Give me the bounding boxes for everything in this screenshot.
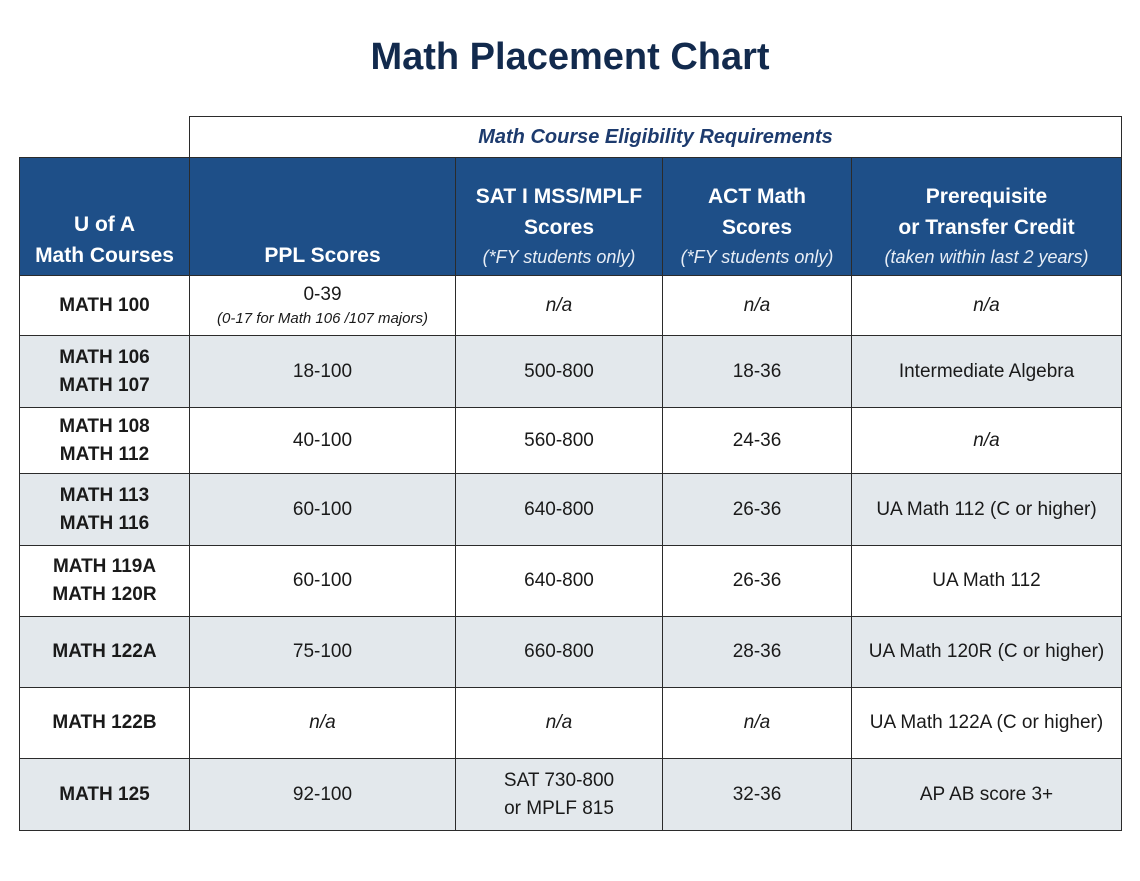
ppl-value: 0-39 — [303, 284, 342, 305]
header-sat-line-1: SAT I MSS/MPLF — [475, 185, 643, 208]
course-name: MATH 113 — [59, 484, 150, 506]
table-row — [20, 276, 1122, 336]
sat-value: or MPLF 815 — [504, 797, 614, 819]
header-prereq-line-1: Prerequisite — [925, 185, 1048, 208]
ppl-cell — [190, 276, 456, 336]
table-row — [20, 546, 1122, 617]
ppl-cell: 60-100 — [190, 546, 456, 617]
course-name: MATH 108 — [59, 415, 150, 437]
act-cell: 24-36 — [663, 408, 852, 474]
table-row — [20, 474, 1122, 546]
header-prereq — [852, 158, 1122, 276]
header-ppl — [190, 158, 456, 276]
header-sat-note: (*FY students only) — [482, 247, 636, 267]
sat-value: 640-800 — [524, 570, 594, 591]
course-name: MATH 122A — [52, 641, 157, 662]
sat-value: 640-800 — [524, 498, 594, 520]
header-sat — [456, 158, 663, 276]
header-course-line-2: Math Courses — [35, 244, 174, 267]
course-cell — [20, 408, 190, 474]
table-row — [20, 759, 1122, 831]
course-cell — [20, 546, 190, 617]
prereq-cell: UA Math 120R (C or higher) — [852, 617, 1122, 688]
sat-value: 500-800 — [524, 360, 594, 382]
course-cell — [20, 276, 190, 336]
course-cell — [20, 474, 190, 546]
table-corner-blank — [20, 117, 190, 158]
prereq-cell: AP AB score 3+ — [852, 759, 1122, 831]
sat-cell — [456, 474, 663, 546]
table-supertitle: Math Course Eligibility Requirements — [190, 117, 1122, 158]
course-cell — [20, 336, 190, 408]
prereq-cell: UA Math 112 — [852, 546, 1122, 617]
act-cell: 26-36 — [663, 474, 852, 546]
act-cell: 28-36 — [663, 617, 852, 688]
course-name: MATH 119A — [52, 556, 157, 577]
header-act-line-2: Scores — [721, 216, 793, 239]
course-name: MATH 122B — [52, 712, 157, 733]
prereq-cell: UA Math 122A (C or higher) — [852, 688, 1122, 759]
prereq-cell: UA Math 112 (C or higher) — [852, 474, 1122, 546]
ppl-note: (0-17 for Math 106 /107 majors) — [217, 310, 428, 327]
header-act-note: (*FY students only) — [680, 247, 834, 267]
course-cell — [20, 759, 190, 831]
prereq-cell: Intermediate Algebra — [852, 336, 1122, 408]
ppl-cell: 18-100 — [190, 336, 456, 408]
sat-cell — [456, 408, 663, 474]
prereq-cell: n/a — [852, 408, 1122, 474]
table-row — [20, 336, 1122, 408]
sat-value: n/a — [545, 712, 573, 733]
course-name: MATH 107 — [59, 374, 150, 396]
course-name: MATH 106 — [59, 346, 150, 368]
sat-cell — [456, 759, 663, 831]
sat-cell — [456, 276, 663, 336]
sat-value: 660-800 — [524, 641, 594, 662]
header-act — [663, 158, 852, 276]
course-name: MATH 116 — [59, 512, 150, 534]
header-prereq-line-2: or Transfer Credit — [898, 216, 1075, 239]
header-ppl-label: PPL Scores — [264, 244, 381, 267]
ppl-cell: 60-100 — [190, 474, 456, 546]
placement-table — [19, 116, 1122, 831]
ppl-cell: n/a — [190, 688, 456, 759]
ppl-cell: 40-100 — [190, 408, 456, 474]
header-act-line-1: ACT Math — [708, 185, 806, 208]
header-course — [20, 158, 190, 276]
table-row — [20, 688, 1122, 759]
course-name: MATH 100 — [59, 294, 150, 316]
sat-cell — [456, 336, 663, 408]
course-name: MATH 112 — [59, 443, 150, 465]
act-cell: n/a — [663, 276, 852, 336]
sat-cell — [456, 688, 663, 759]
table-row — [20, 408, 1122, 474]
act-cell: 26-36 — [663, 546, 852, 617]
sat-cell — [456, 546, 663, 617]
header-course-line-1: U of A — [73, 213, 136, 236]
course-name: MATH 120R — [52, 584, 157, 605]
page-title: Math Placement Chart — [370, 36, 770, 78]
sat-value: 560-800 — [524, 429, 594, 451]
act-cell: n/a — [663, 688, 852, 759]
header-prereq-note: (taken within last 2 years) — [884, 247, 1089, 267]
header-sat-line-2: Scores — [523, 216, 595, 239]
course-cell — [20, 617, 190, 688]
table-row — [20, 617, 1122, 688]
ppl-cell: 75-100 — [190, 617, 456, 688]
course-cell — [20, 688, 190, 759]
sat-cell — [456, 617, 663, 688]
act-cell: 32-36 — [663, 759, 852, 831]
act-cell: 18-36 — [663, 336, 852, 408]
sat-value: SAT 730-800 — [503, 769, 615, 791]
sat-value: n/a — [545, 294, 573, 316]
course-name: MATH 125 — [59, 783, 150, 805]
prereq-cell: n/a — [852, 276, 1122, 336]
ppl-cell: 92-100 — [190, 759, 456, 831]
